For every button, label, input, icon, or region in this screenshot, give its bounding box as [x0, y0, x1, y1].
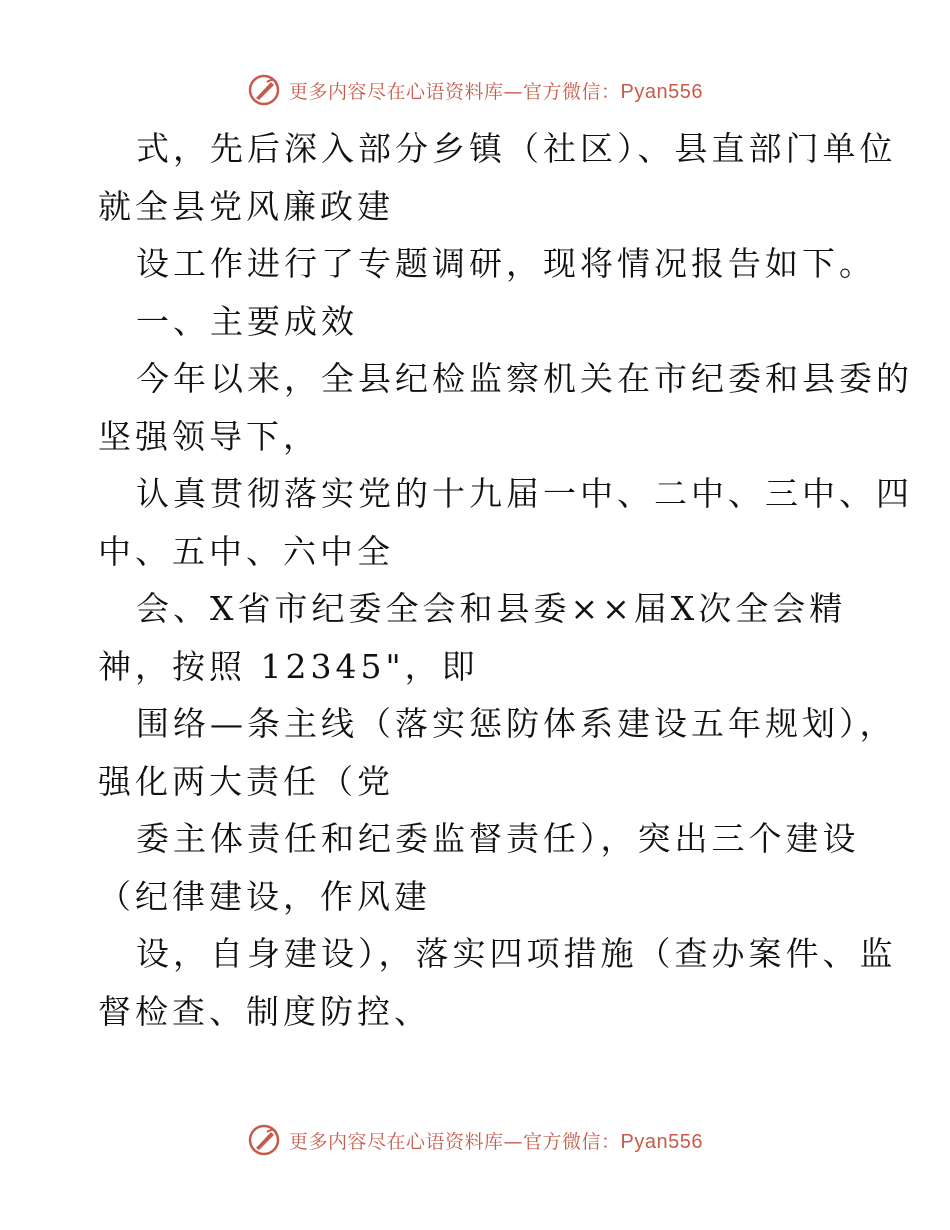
text-line: 一、主要成效: [136, 301, 358, 341]
quill-logo-icon: [247, 1123, 281, 1157]
text-line: 中、五中、六中全: [98, 531, 394, 571]
header-watermark: [0, 70, 950, 110]
text-line: 认真贯彻落实党的十九届一中、二中、三中、四: [136, 474, 913, 513]
text-line: 设，自身建设），落实四项措施（查办案件、监: [136, 934, 897, 973]
text-line: 委主体责任和纪委监督责任），突出三个建设: [136, 819, 860, 858]
document-body: [98, 120, 913, 1040]
text-line: 督检查、制度防控、: [98, 991, 431, 1031]
quill-logo-icon: [247, 73, 281, 107]
watermark-wechat-id: Pyan556: [620, 80, 703, 103]
text-line: 围络—条主线（落实惩防体系建设五年规划），: [136, 704, 897, 743]
text-line: 会、X省市纪委全会和县委××届X次全会精: [136, 589, 847, 628]
text-line: 式，先后深入部分乡镇（社区）、县直部门单位: [136, 129, 897, 168]
text-line: 今年以来，全县纪检监察机关在市纪委和县委的: [136, 359, 913, 398]
text-line: 就全县党风廉政建: [98, 186, 394, 226]
watermark-label: 更多内容尽在心语资料库—官方微信：: [289, 1130, 621, 1153]
text-line: 设工作进行了专题调研，现将情况报告如下。: [136, 244, 876, 283]
footer-watermark: [0, 1120, 950, 1160]
text-line: （纪律建设，作风建: [98, 876, 431, 916]
watermark-text: [289, 1127, 703, 1154]
watermark-text: [289, 77, 703, 104]
watermark-label: 更多内容尽在心语资料库—官方微信：: [289, 80, 621, 103]
text-line: 神，按照 12345"，即: [98, 646, 479, 686]
text-line: 强化两大责任（党: [98, 761, 394, 801]
text-line: 坚强领导下，: [98, 416, 320, 456]
watermark-wechat-id: Pyan556: [620, 1130, 703, 1153]
